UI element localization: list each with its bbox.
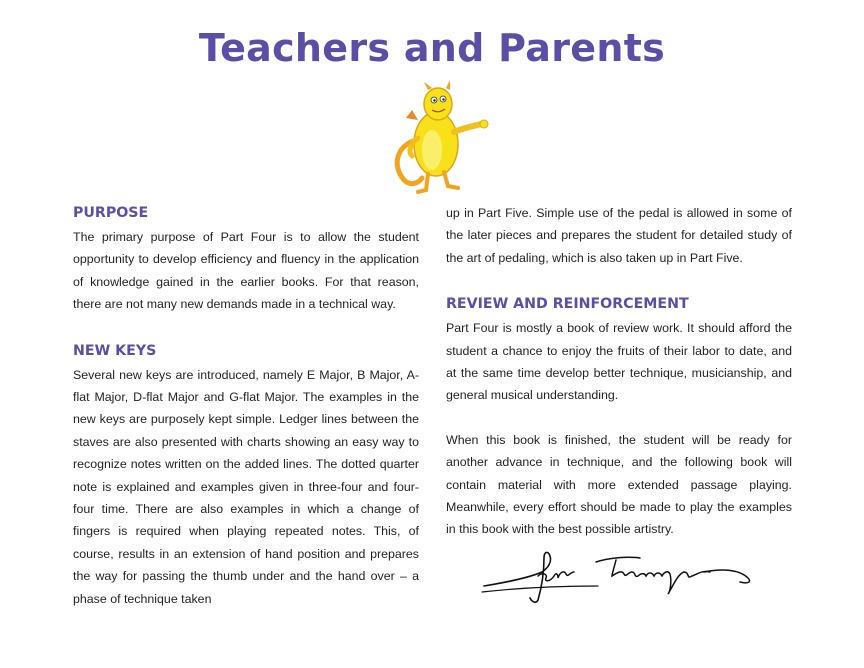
closing-text: When this book is finished, the student will be ready for another advance in technique, and the following book will contain material with more extended passage playing. Meanwhile, every effort should be made to play the examples in this book with the best possible artistry. [446,432,792,537]
right-column [446,202,792,541]
review-heading: REVIEW AND REINFORCEMENT [446,296,689,313]
new-keys-continuation: up in Part Five. Simple use of the pedal is allowed in some of the later pieces and prepares the student for detailed study of the art of pedaling, which is also taken up in Part Five. [446,206,792,265]
new-keys-text: Several new keys are introduced, namely E Major, B Major, A-flat Major, D-flat Major and G-flat Major. The examples in the new keys are purposely kept simple. Ledger lines between the staves are also presented with charts showing an easy way to recognize notes written on the added lines. The dotted quarter note is explained and examples given in three-four and four-four time. There are also examples in which a change of fingers is required when playing repeated notes. This, of course, results in an extension of hand position and prepares the way for passing the thumb under and the hand over – a phase of technique taken [73,367,419,606]
new-keys-heading: NEW KEYS [73,342,157,359]
review-text: Part Four is mostly a book of review work. It should afford the student a chance to enjoy the fruits of their labor to date, and at the same time develop better technique, musicianship, and general musical understanding. [446,321,792,403]
page-title: Teachers and Parents [198,26,666,70]
purpose-heading: PURPOSE [73,205,149,221]
dragon-mascot-icon [388,80,492,196]
purpose-text: The primary purpose of Part Four is to allow the student opportunity to develop efficiency and fluency in the application of knowledge gained in the earlier books. For that reason, there are not many new demands made in a technical way. [73,230,419,312]
left-column [73,200,419,610]
handwritten-signature-icon [478,542,758,606]
